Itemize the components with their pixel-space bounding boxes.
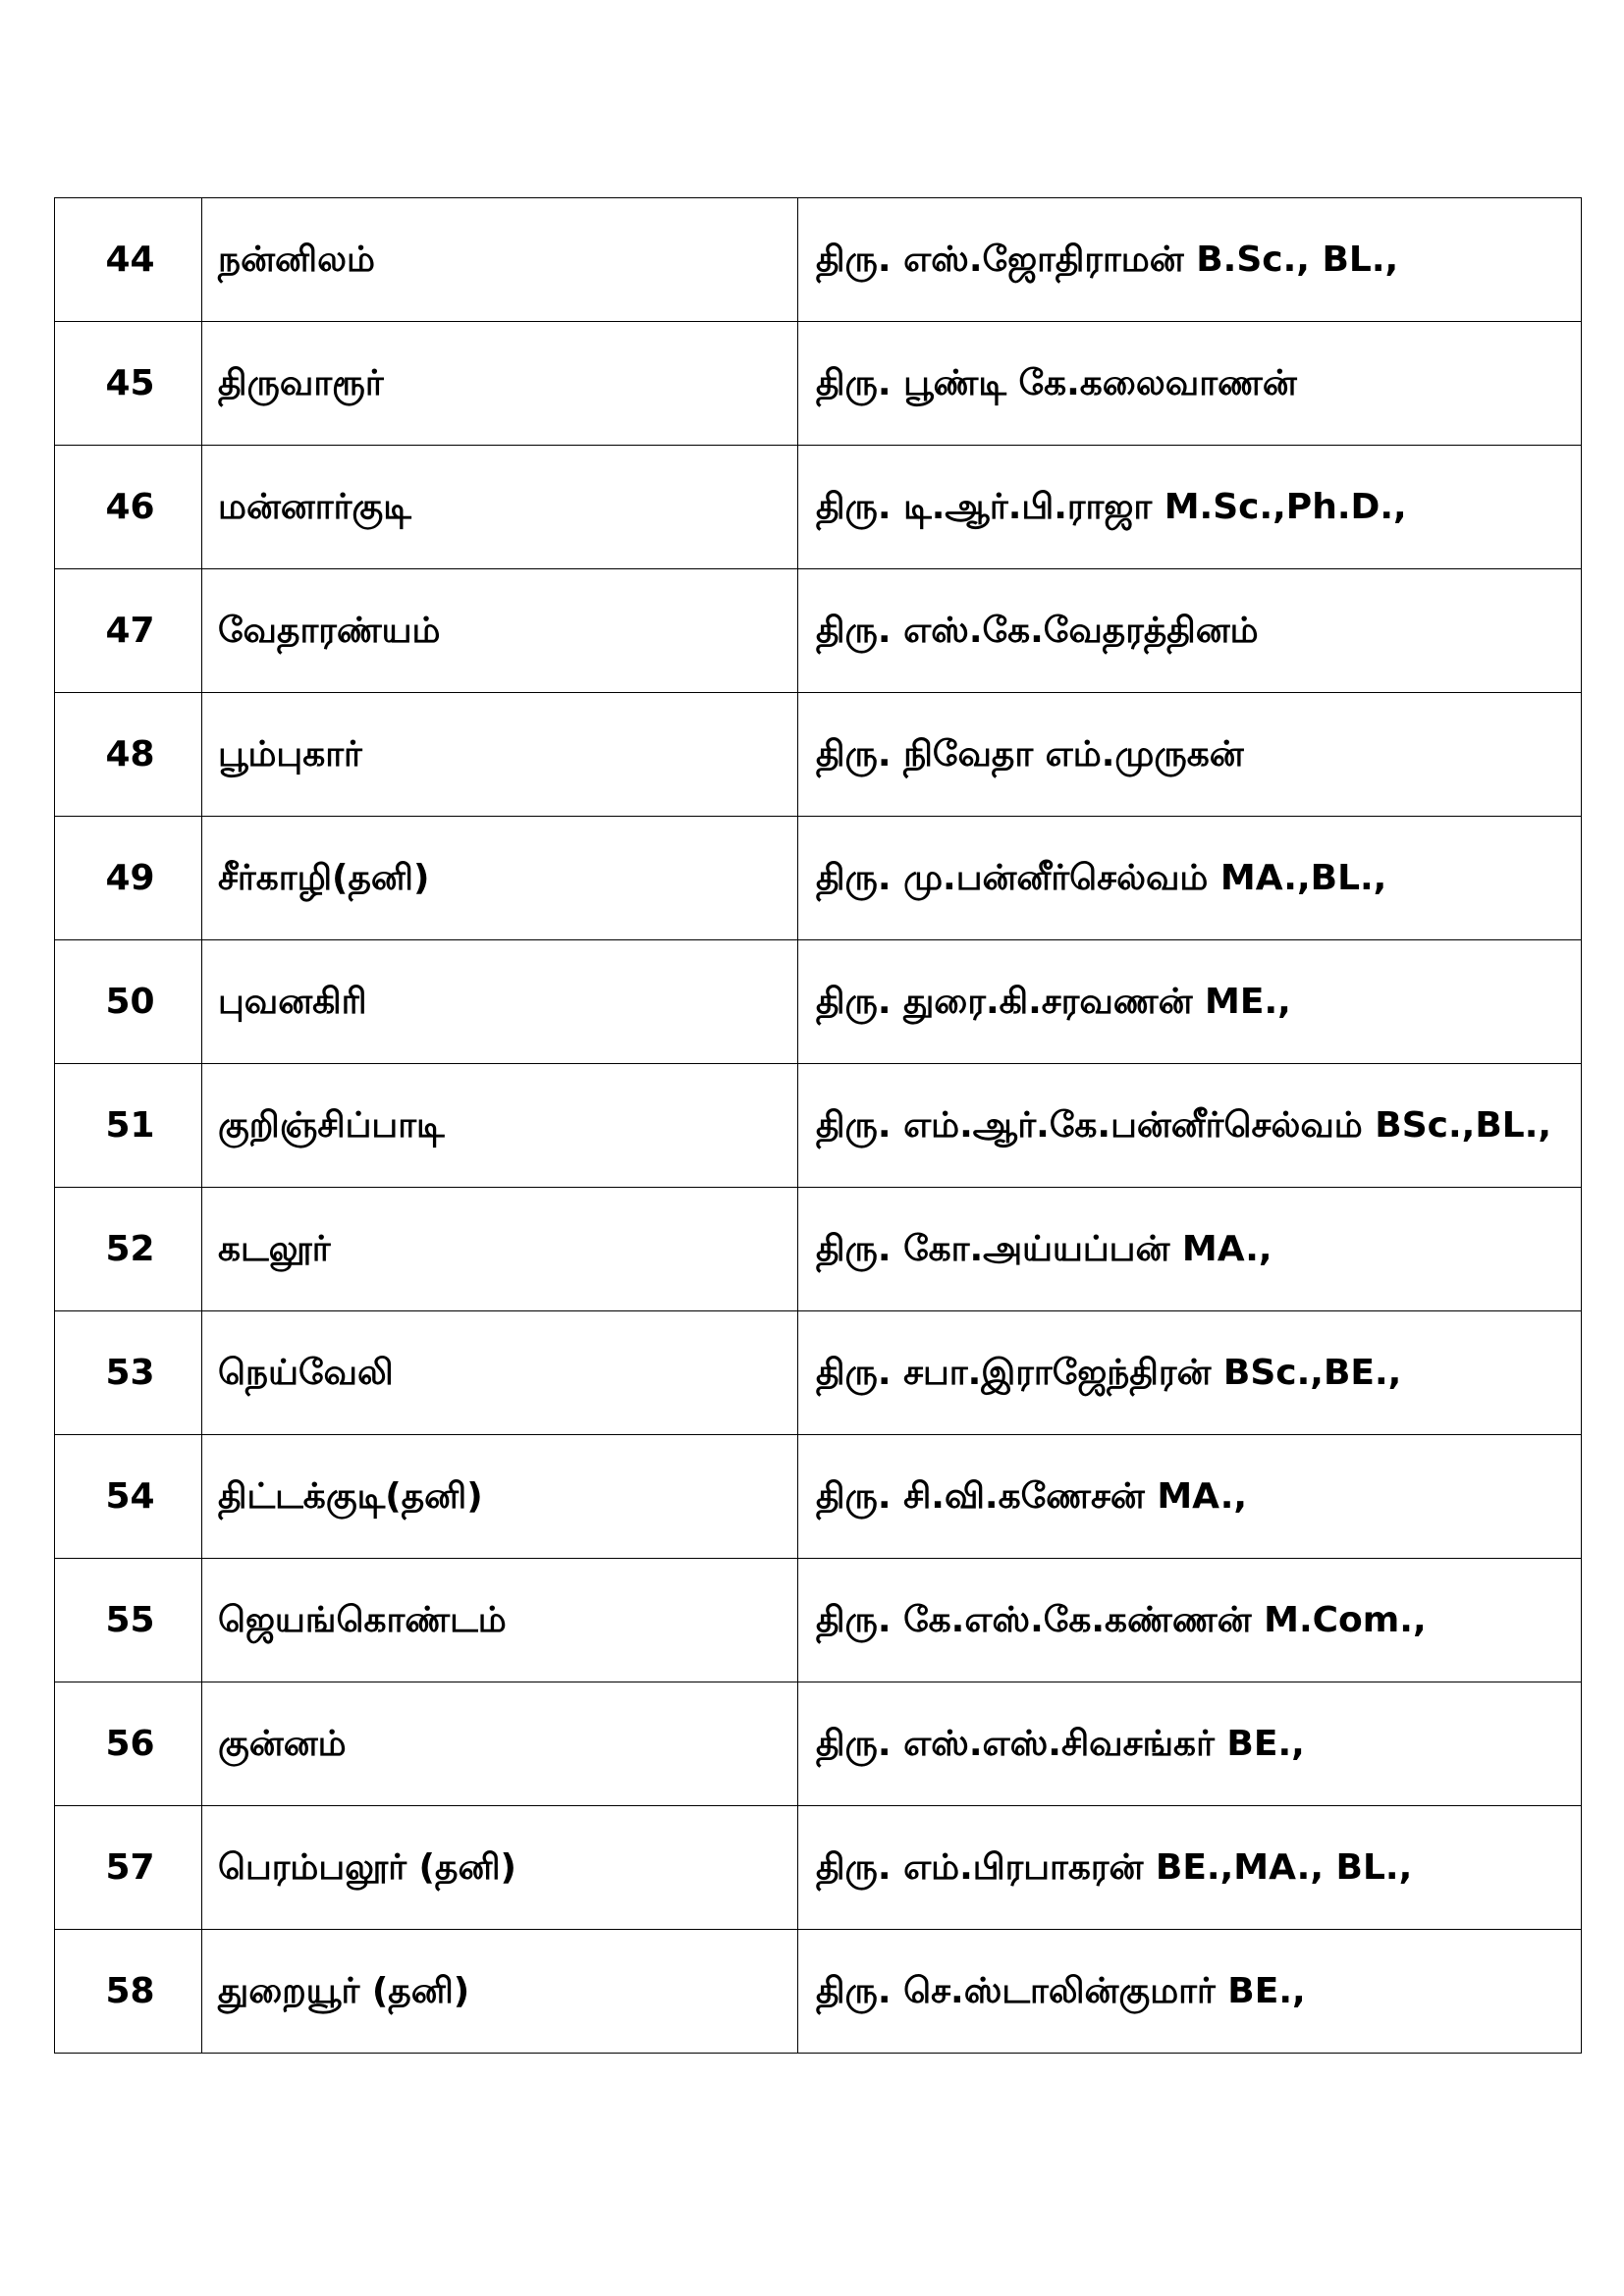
table-row xyxy=(55,322,1582,446)
row-number: 45 xyxy=(55,322,202,446)
candidate-name: திரு. மு.பன்னீர்செல்வம் MA.,BL., xyxy=(798,817,1582,940)
table-row xyxy=(55,693,1582,817)
constituency-name: திருவாரூர் xyxy=(202,322,798,446)
constituency-name: கடலூர் xyxy=(202,1188,798,1311)
row-number: 53 xyxy=(55,1311,202,1435)
table-row xyxy=(55,940,1582,1064)
constituency-name: வேதாரண்யம் xyxy=(202,569,798,693)
candidate-name: திரு. துரை.கி.சரவணன் ME., xyxy=(798,940,1582,1064)
table-row xyxy=(55,569,1582,693)
candidate-table-body xyxy=(55,198,1582,2054)
constituency-name: புவனகிரி xyxy=(202,940,798,1064)
row-number: 48 xyxy=(55,693,202,817)
row-number: 52 xyxy=(55,1188,202,1311)
constituency-name: மன்னார்குடி xyxy=(202,446,798,569)
constituency-name: திட்டக்குடி(தனி) xyxy=(202,1435,798,1559)
row-number: 54 xyxy=(55,1435,202,1559)
constituency-name: பெரம்பலூர் (தனி) xyxy=(202,1806,798,1930)
row-number: 56 xyxy=(55,1682,202,1806)
candidate-name: திரு. எஸ்.ஜோதிராமன் B.Sc., BL., xyxy=(798,198,1582,322)
candidate-name: திரு. நிவேதா எம்.முருகன் xyxy=(798,693,1582,817)
table-row xyxy=(55,1806,1582,1930)
candidate-name: திரு. எம்.பிரபாகரன் BE.,MA., BL., xyxy=(798,1806,1582,1930)
table-row xyxy=(55,1064,1582,1188)
constituency-name: நன்னிலம் xyxy=(202,198,798,322)
candidate-name: திரு. பூண்டி கே.கலைவாணன் xyxy=(798,322,1582,446)
table-row xyxy=(55,446,1582,569)
table-row xyxy=(55,198,1582,322)
candidate-name: திரு. சி.வி.கணேசன் MA., xyxy=(798,1435,1582,1559)
candidate-table xyxy=(54,197,1582,2054)
candidate-name: திரு. கோ.அய்யப்பன் MA., xyxy=(798,1188,1582,1311)
row-number: 51 xyxy=(55,1064,202,1188)
candidate-name: திரு. எஸ்.எஸ்.சிவசங்கர் BE., xyxy=(798,1682,1582,1806)
constituency-name: பூம்புகார் xyxy=(202,693,798,817)
table-row xyxy=(55,1930,1582,2054)
constituency-name: குறிஞ்சிப்பாடி xyxy=(202,1064,798,1188)
row-number: 57 xyxy=(55,1806,202,1930)
table-row xyxy=(55,817,1582,940)
candidate-name: திரு. செ.ஸ்டாலின்குமார் BE., xyxy=(798,1930,1582,2054)
constituency-name: சீர்காழி(தனி) xyxy=(202,817,798,940)
constituency-name: நெய்வேலி xyxy=(202,1311,798,1435)
candidate-name: திரு. கே.எஸ்.கே.கண்ணன் M.Com., xyxy=(798,1559,1582,1682)
row-number: 58 xyxy=(55,1930,202,2054)
row-number: 49 xyxy=(55,817,202,940)
candidate-name: திரு. எஸ்.கே.வேதரத்தினம் xyxy=(798,569,1582,693)
row-number: 44 xyxy=(55,198,202,322)
table-row xyxy=(55,1682,1582,1806)
candidate-name: திரு. சபா.இராஜேந்திரன் BSc.,BE., xyxy=(798,1311,1582,1435)
row-number: 46 xyxy=(55,446,202,569)
candidate-name: திரு. டி.ஆர்.பி.ராஜா M.Sc.,Ph.D., xyxy=(798,446,1582,569)
constituency-name: துறையூர் (தனி) xyxy=(202,1930,798,2054)
table-row xyxy=(55,1559,1582,1682)
row-number: 55 xyxy=(55,1559,202,1682)
table-row xyxy=(55,1188,1582,1311)
table-row xyxy=(55,1311,1582,1435)
candidate-name: திரு. எம்.ஆர்.கே.பன்னீர்செல்வம் BSc.,BL., xyxy=(798,1064,1582,1188)
constituency-name: குன்னம் xyxy=(202,1682,798,1806)
constituency-name: ஜெயங்கொண்டம் xyxy=(202,1559,798,1682)
row-number: 50 xyxy=(55,940,202,1064)
row-number: 47 xyxy=(55,569,202,693)
table-row xyxy=(55,1435,1582,1559)
